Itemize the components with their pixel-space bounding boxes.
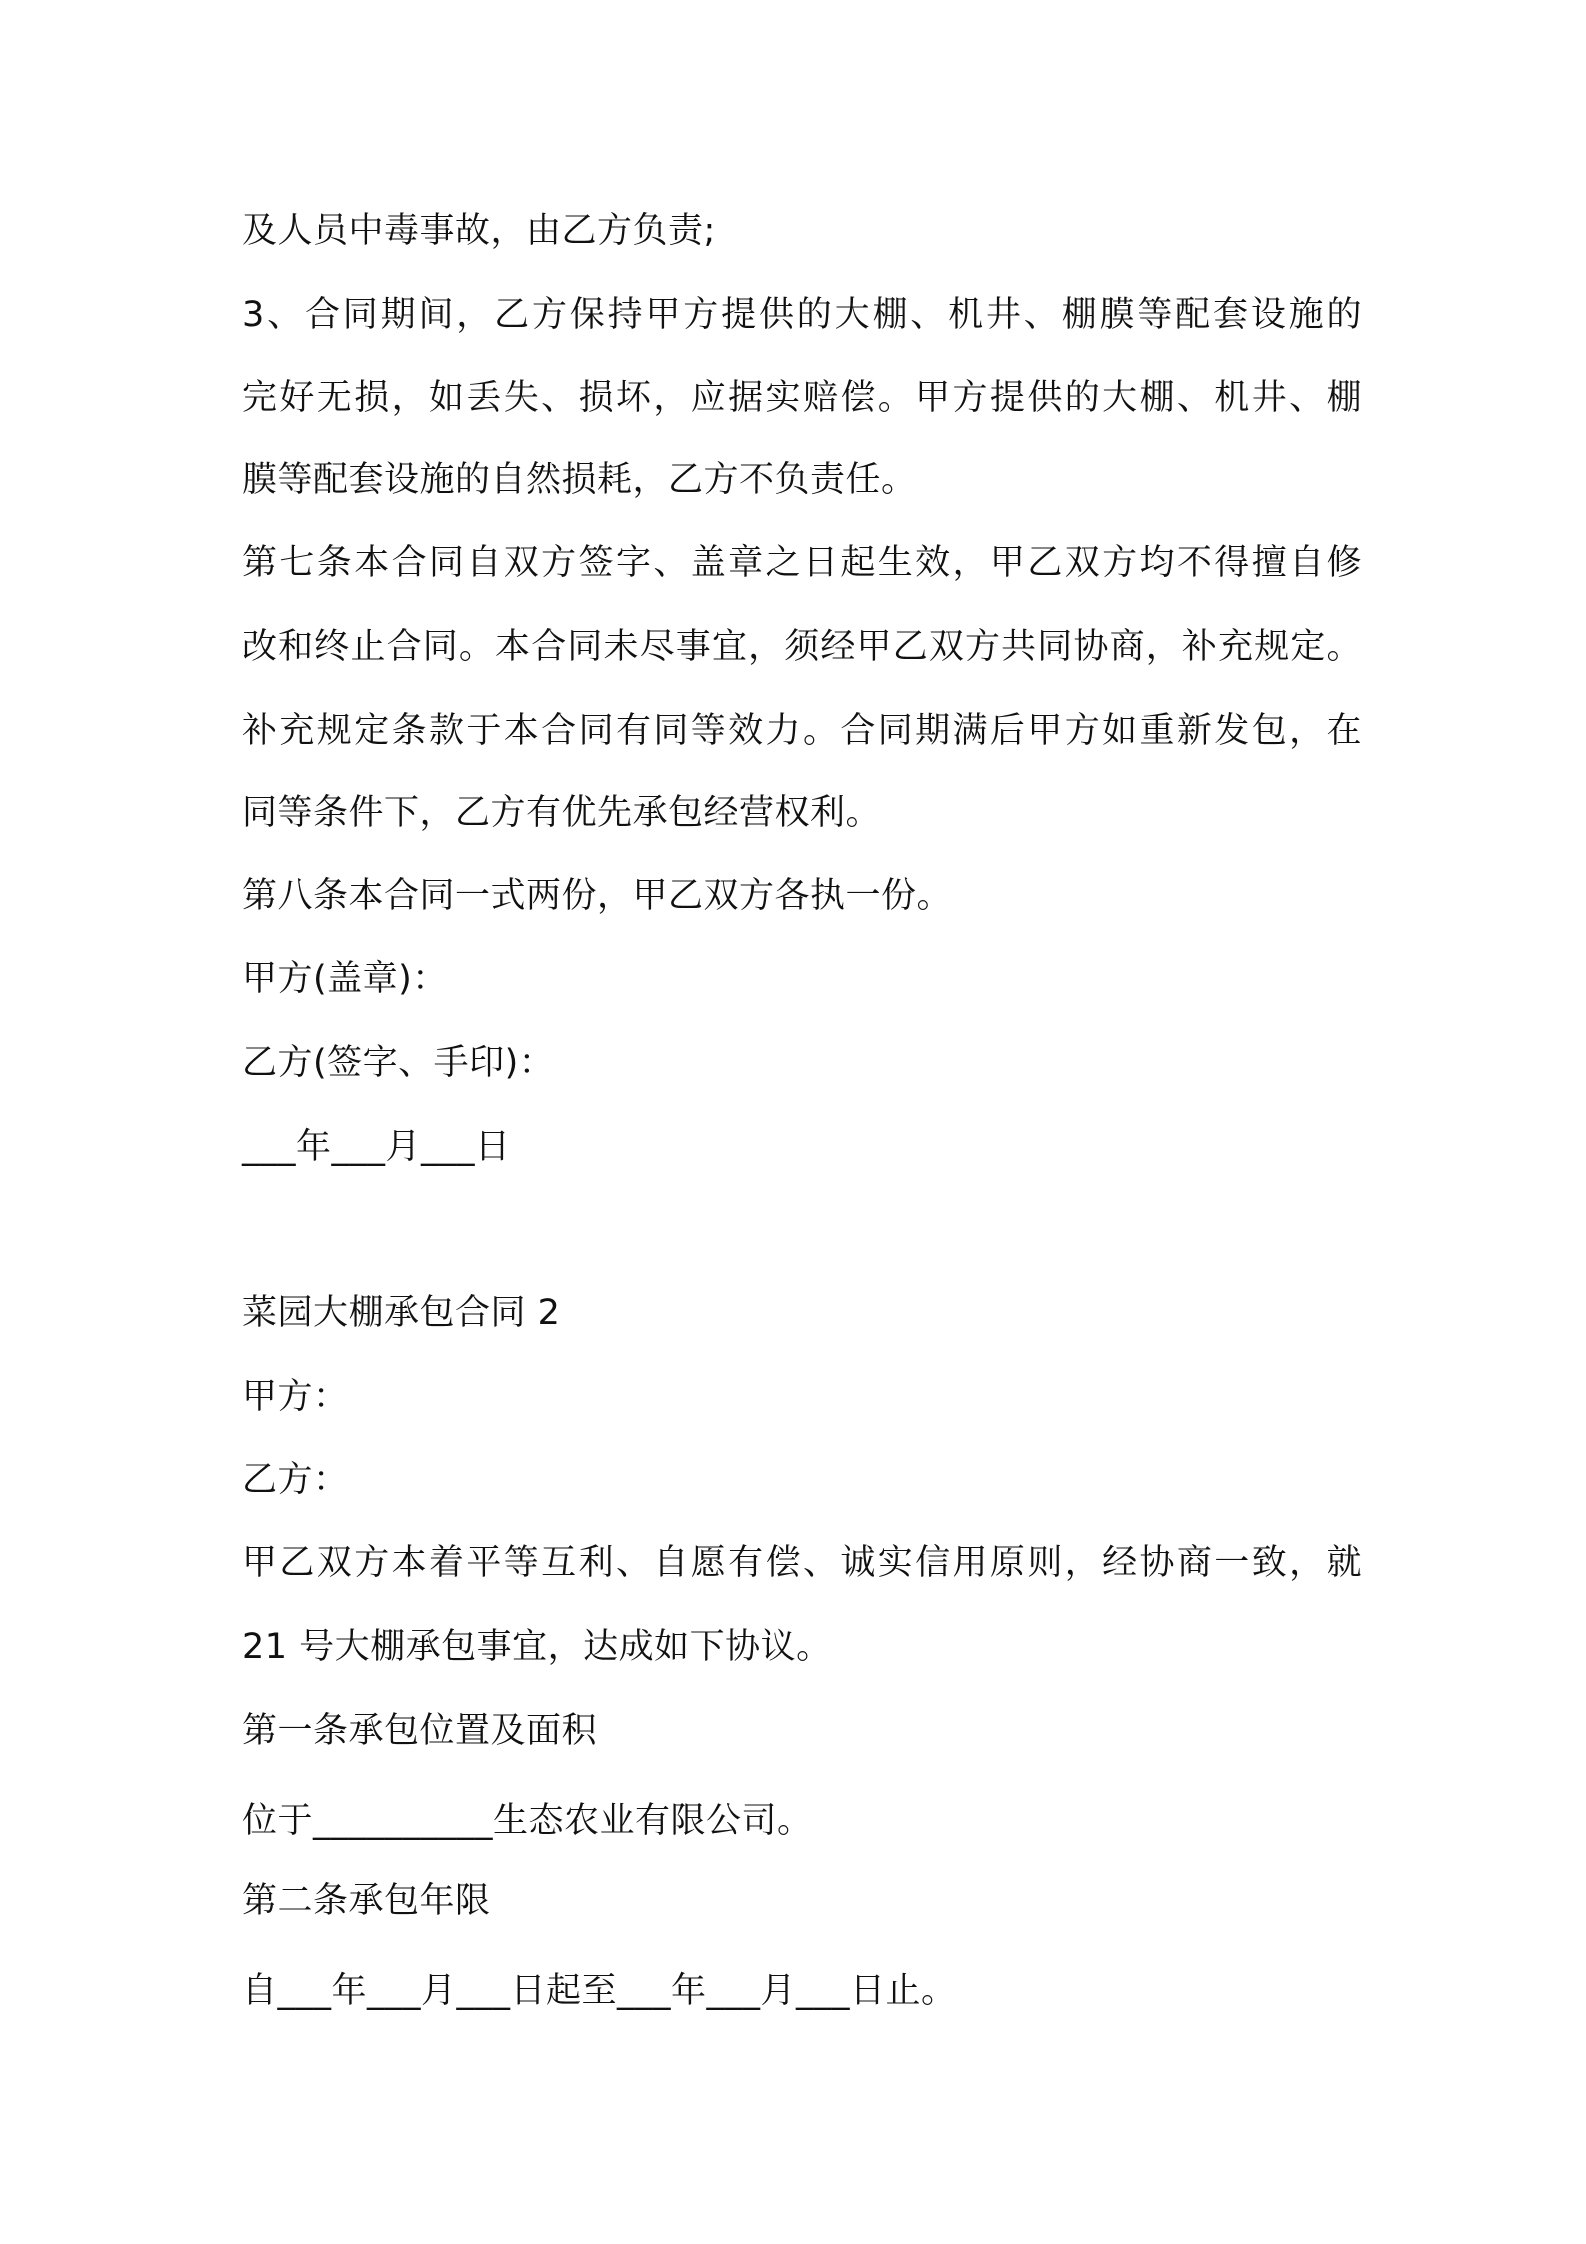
clause-heading: 第二条承包年限: [242, 1881, 491, 1921]
text-line: 甲乙双方本着平等互利、自愿有偿、诚实信用原则，经协商一致，就: [242, 1543, 1362, 1583]
text-line: 21 号大棚承包事宜，达成如下协议。: [242, 1627, 832, 1667]
date-line: ___年___月___日: [242, 1127, 511, 1167]
text-line: 同等条件下，乙方有优先承包经营权利。: [242, 793, 882, 833]
text-line: 膜等配套设施的自然损耗，乙方不负责任。: [242, 460, 917, 500]
text-line: 及人员中毒事故，由乙方负责;: [242, 211, 716, 251]
clause-heading: 第一条承包位置及面积: [242, 1711, 598, 1751]
text-line: 位于__________生态农业有限公司。: [242, 1801, 813, 1841]
party-b-signature-line: 乙方(签字、手印)：: [242, 1043, 555, 1083]
text-line: 改和终止合同。本合同未尽事宜，须经甲乙双方共同协商，补充规定。: [242, 627, 1362, 667]
text-line: 3、合同期间，乙方保持甲方提供的大棚、机井、棚膜等配套设施的: [242, 295, 1362, 335]
text-line: 完好无损，如丢失、损坏，应据实赔偿。甲方提供的大棚、机井、棚: [242, 378, 1362, 418]
party-a-signature-line: 甲方(盖章)：: [242, 959, 448, 999]
text-line: 自___年___月___日起至___年___月___日止。: [242, 1971, 957, 2011]
party-b-line: 乙方：: [242, 1460, 349, 1500]
section-title: 菜园大棚承包合同 2: [242, 1293, 561, 1333]
text-line: 补充规定条款于本合同有同等效力。合同期满后甲方如重新发包，在: [242, 711, 1362, 751]
text-line: 第七条本合同自双方签字、盖章之日起生效，甲乙双方均不得擅自修: [242, 543, 1362, 583]
party-a-line: 甲方：: [242, 1377, 349, 1417]
text-line: 第八条本合同一式两份，甲乙双方各执一份。: [242, 876, 953, 916]
